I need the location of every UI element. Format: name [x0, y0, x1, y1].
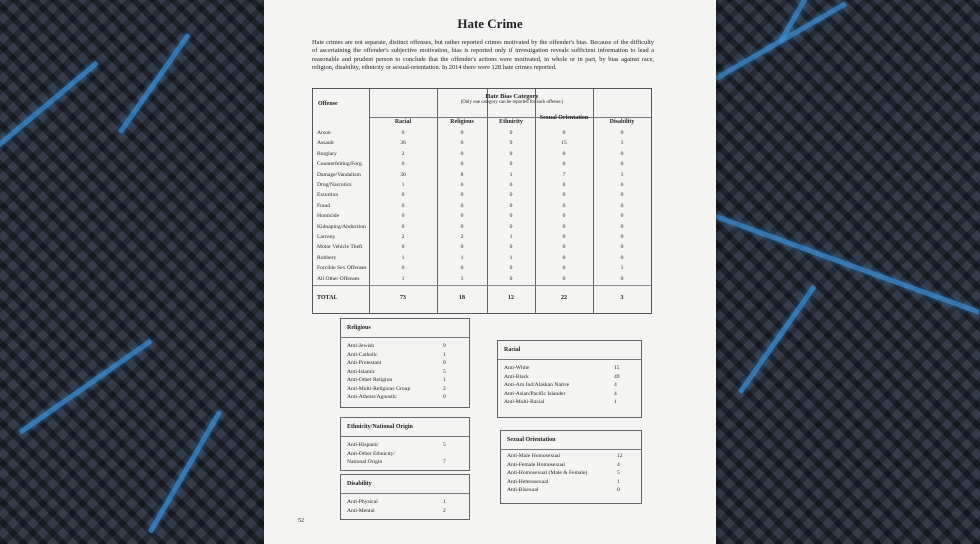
list-item-label: Anti-Other Ethnicity/	[347, 450, 396, 457]
table-cell: 0	[562, 265, 566, 272]
table-cell: 30	[400, 171, 406, 178]
list-item-label: Anti-Catholic	[347, 351, 378, 358]
list-item-value: 1	[617, 478, 620, 485]
table-cell: 0	[460, 161, 464, 168]
list-item-value: 4	[614, 390, 617, 397]
column-header: Disability	[609, 119, 635, 125]
offense-label: Larceny	[317, 234, 336, 240]
column-header: Ethnicity	[499, 119, 523, 125]
table-cell: 0	[460, 265, 464, 272]
list-item-label: Anti-Hispanic	[347, 442, 379, 448]
table-cell: 0	[509, 192, 513, 199]
table-cell: 0	[401, 130, 405, 136]
table-cell: 0	[562, 182, 566, 188]
sexual-orientation-box	[500, 430, 642, 504]
table-cell: 0	[401, 265, 405, 272]
table-cell: 0	[460, 202, 464, 209]
offense-label: Homicide	[317, 213, 340, 220]
background-right-pattern	[716, 0, 980, 544]
table-cell: 0	[620, 150, 624, 157]
offense-label: Drug/Narcotics	[317, 182, 352, 188]
table-cell: 0	[509, 265, 513, 272]
category-header	[373, 93, 651, 105]
table-cell: 0	[401, 161, 405, 168]
table-cell: 0	[460, 182, 464, 188]
table-cell: 0	[509, 182, 513, 188]
table-cell: 0	[509, 275, 513, 282]
table-cell: 0	[562, 130, 566, 136]
table-cell: 0	[620, 223, 624, 230]
column-header: Religious	[450, 119, 474, 125]
table-cell: 9	[509, 140, 513, 147]
table-cell: 0	[401, 202, 405, 209]
box-header	[341, 319, 469, 338]
list-item-value: 12	[617, 453, 623, 459]
racial-box	[497, 340, 642, 418]
table-cell: 0	[620, 130, 624, 136]
table-cell: 15	[561, 140, 567, 147]
document-page	[264, 0, 716, 544]
table-cell: 0	[401, 244, 405, 251]
box-header	[341, 418, 469, 437]
table-cell: 8	[460, 171, 464, 178]
list-item-value: 5	[443, 442, 446, 448]
table-cell: 0	[460, 244, 464, 251]
table-cell: 0	[620, 234, 624, 240]
table-cell: 0	[620, 182, 624, 188]
table-cell: 1	[401, 254, 405, 261]
list-item-value: 0	[443, 394, 446, 400]
list-item-value: 1	[443, 377, 446, 383]
list-item-value: 49	[614, 373, 620, 380]
list-item-value: 4	[617, 461, 620, 468]
list-item-label: Anti-Other Religion	[347, 377, 393, 383]
list-item-value: 1	[614, 399, 617, 405]
total-divider	[313, 285, 651, 286]
total-cell: 22	[561, 295, 567, 301]
list-item-value: 2	[443, 507, 446, 514]
offense-label: Kidnaping/Abduction	[317, 223, 366, 230]
table-cell: 0	[562, 223, 566, 230]
list-item-value: 1	[443, 351, 446, 358]
offense-label: All Other Offenses	[317, 275, 360, 282]
table-cell: 36	[400, 140, 406, 147]
table-cell: 1	[620, 265, 624, 272]
table-cell: 0	[401, 213, 405, 220]
category-note: (Only one category can be reported for each offense.)	[460, 100, 564, 105]
table-cell: 0	[509, 150, 513, 157]
list-item-label: Anti-Physical	[347, 499, 378, 505]
table-cell: 6	[460, 140, 464, 147]
list-item-label: Anti-Multi-Racial	[504, 399, 545, 405]
list-item-label: Anti-Bisexual	[507, 487, 539, 493]
table-cell: 1	[509, 171, 513, 178]
total-cell: 3	[620, 295, 624, 301]
list-item-label: Anti-White	[504, 365, 530, 371]
table-cell: 2	[401, 150, 405, 157]
table-cell: 1	[460, 275, 464, 282]
table-cell: 0	[562, 275, 566, 282]
offense-label: Counterfeiting/Forg.	[317, 161, 364, 168]
table-cell: 0	[620, 192, 624, 199]
background-left-pattern	[0, 0, 264, 544]
list-item-label: Anti-Jewish	[347, 343, 375, 349]
table-cell: 0	[562, 213, 566, 220]
offense-label: Robbery	[317, 254, 337, 261]
list-item-value: 4	[614, 382, 617, 388]
table-cell: 0	[562, 150, 566, 157]
table-cell: 1	[509, 234, 513, 240]
table-cell: 0	[460, 130, 464, 136]
total-cell: 18	[459, 295, 465, 301]
list-item-label: Anti-Heterosexual	[507, 478, 549, 485]
table-cell: 1	[401, 182, 405, 188]
table-cell: 0	[562, 192, 566, 199]
list-item-value: 15	[614, 365, 620, 371]
table-cell: 0	[401, 223, 405, 230]
table-cell: 2	[401, 234, 405, 240]
table-cell: 0	[460, 192, 464, 199]
table-cell: 0	[460, 213, 464, 220]
box-header	[501, 431, 641, 450]
table-cell: 0	[460, 223, 464, 230]
table-cell: 0	[562, 202, 566, 209]
box-title: Religious	[347, 325, 371, 331]
list-item-label: Anti-Atheist/Agnostic	[347, 394, 397, 400]
ethnicity-box	[340, 417, 470, 471]
box-header	[341, 475, 469, 494]
list-item-label: Anti-Homosexual (Male & Female)	[507, 470, 588, 476]
table-cell: 0	[620, 244, 624, 251]
box-header	[498, 341, 641, 360]
box-title: Racial	[504, 347, 521, 353]
list-item-value: 0	[617, 487, 620, 493]
offense-label: Fraud	[317, 202, 331, 209]
offense-label: Burglary	[317, 150, 337, 157]
table-cell: 0	[562, 244, 566, 251]
table-cell: 0	[401, 192, 405, 199]
list-item-label: Anti-Asian/Pacific Islander	[504, 390, 566, 397]
header-divider	[369, 117, 651, 118]
table-cell: 0	[620, 161, 624, 168]
list-item-label: Anti-Protestant	[347, 360, 382, 366]
list-item-label: Anti-Male Homosexual	[507, 453, 560, 459]
list-item-label: Anti-Mental	[347, 507, 375, 514]
list-item-label: Anti-Black	[504, 373, 529, 380]
table-cell: 0	[562, 234, 566, 240]
offense-label: Assault	[317, 140, 334, 147]
table-cell: 0	[620, 275, 624, 282]
list-item-value: 9	[443, 343, 446, 349]
intro-paragraph: Hate crimes are not separate, distinct offenses, but rather reported crimes motivated by the offender's bias. Because of the difficulty of ascertaining the offender's subjective motivation, bias is reported only if investigation reveals sufficient information to lead a reasonable and prudent person to conclude that the offender's actions were motivated, in whole or in part, by bias against race, religion, disability, ethnicity or sexual-orientation. In 2014 there were 128 hate crimes reported.	[312, 39, 654, 72]
table-cell: 1	[401, 275, 405, 282]
offense-label: Motor Vehicle Theft	[317, 244, 363, 251]
table-cell: 2	[460, 234, 464, 240]
column-header: Sexual Orientation	[539, 115, 589, 121]
total-label: TOTAL	[317, 295, 338, 301]
box-title: Sexual Orientation	[507, 437, 556, 443]
table-cell: 0	[562, 161, 566, 168]
table-cell: 0	[620, 213, 624, 220]
list-item-value: 2	[443, 385, 446, 392]
hate-bias-table	[312, 88, 652, 314]
table-cell: 0	[620, 202, 624, 209]
list-item-label: Anti-Islamic	[347, 368, 376, 375]
table-cell: 0	[509, 223, 513, 230]
table-cell: 0	[509, 161, 513, 168]
list-item-value: 1	[443, 499, 446, 505]
list-item-label: National Origin	[347, 459, 383, 465]
religious-box	[340, 318, 470, 408]
list-item-value: 7	[443, 459, 446, 465]
list-item-value: 5	[617, 470, 620, 476]
offense-label: Extortion	[317, 192, 339, 199]
total-cell: 73	[400, 295, 406, 301]
table-cell: 1	[509, 254, 513, 261]
table-cell: 0	[509, 213, 513, 220]
offense-label: Forcible Sex Offenses	[317, 265, 367, 272]
table-cell: 0	[509, 244, 513, 251]
offense-header: Offense	[318, 101, 338, 107]
table-cell: 7	[562, 171, 566, 178]
list-item-label: Anti-Female Homosexual	[507, 461, 565, 468]
table-cell: 0	[509, 202, 513, 209]
table-cell: 0	[509, 130, 513, 136]
list-item-label: Anti-Multi-Religious Group	[347, 385, 411, 392]
disability-box	[340, 474, 470, 520]
list-item-value: 0	[443, 360, 446, 366]
category-title: Hate Bias Category	[485, 93, 539, 100]
box-title: Ethnicity/National Origin	[347, 424, 413, 430]
list-item-value: 5	[443, 368, 446, 375]
page-title: Hate Crime	[457, 16, 523, 31]
table-cell: 0	[460, 150, 464, 157]
table-cell: 1	[620, 171, 624, 178]
offense-label: Damage/Vandalism	[317, 171, 361, 178]
column-header: Racial	[394, 119, 412, 125]
box-title: Disability	[347, 481, 372, 487]
list-item-label: Anti-Am Ind/Alaskan Native	[504, 382, 570, 388]
table-cell: 1	[460, 254, 464, 261]
table-cell: 0	[562, 254, 566, 261]
page-number: 52	[298, 518, 304, 524]
table-cell: 1	[620, 140, 624, 147]
table-cell: 0	[620, 254, 624, 261]
total-cell: 12	[508, 295, 514, 301]
offense-label: Arson	[317, 130, 331, 136]
